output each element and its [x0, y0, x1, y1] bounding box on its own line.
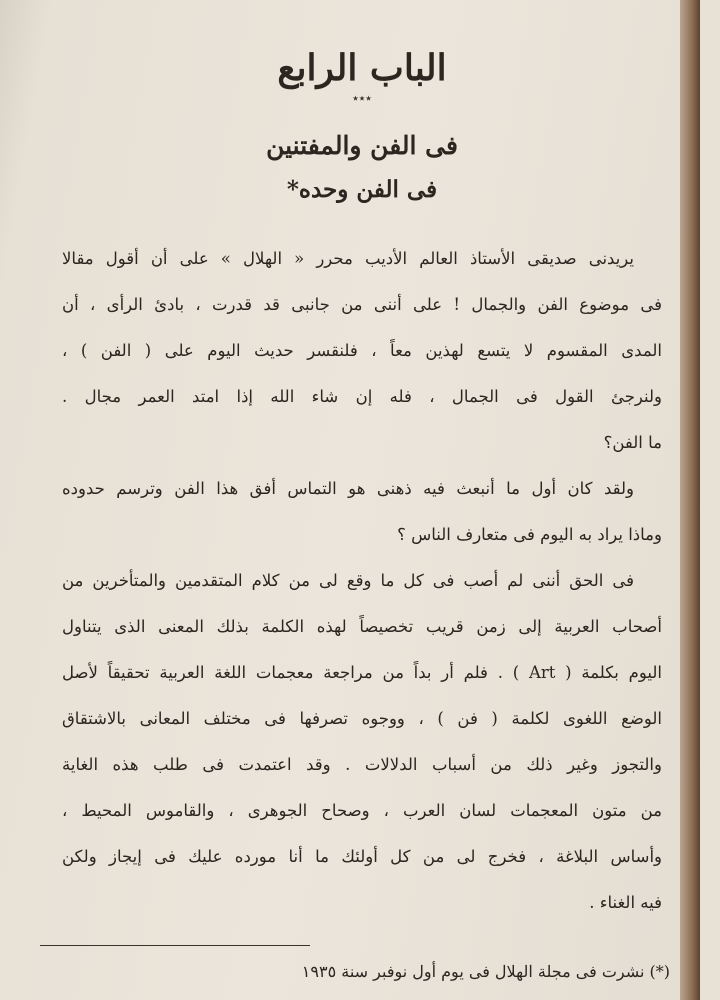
- body-line: فى موضوع الفن والجمال ! على أننى من جانبى قد قدرت ، بادئ الرأى ، أن: [62, 295, 662, 314]
- page-content: [62, 38, 662, 926]
- body-line: المدى المقسوم لا يتسع لهذين معاً ، فلنقسر حديث اليوم على ( الفن ) ،: [62, 341, 662, 360]
- subsection-title: فى الفن وحده*: [286, 176, 438, 203]
- section-title: فى الفن والمفتنين: [266, 131, 458, 160]
- page-binding-edge: [680, 0, 700, 1000]
- footnote: (*) نشرت فى مجلة الهلال فى يوم أول نوفبر سنة ١٩٣٥: [301, 962, 670, 981]
- body-line: وماذا يراد به اليوم فى متعارف الناس ؟: [397, 525, 662, 544]
- body-line: الوضع اللغوى لكلمة ( فن ) ، ووجوه تصرفها فى مختلف المعانى بالاشتقاق: [62, 709, 662, 728]
- body-line: ولقد كان أول ما أنبعث فيه ذهنى هو التماس أفق هذا الفن وترسم حدوده: [62, 479, 634, 498]
- footnote-rule: [40, 945, 310, 946]
- body-line: يريدنى صديقى الأستاذ العالم الأديب محرر « الهلال » على أن أقول مقالا: [62, 249, 634, 268]
- body-line: اليوم بكلمة ( Art ) . فلم أر بداً من مراجعة معجمات اللغة العربية تحقيقاً لأصل: [62, 663, 662, 682]
- body-line: فى الحق أننى لم أصب فى كل ما وقع لى من كلام المتقدمين والمتأخرين من: [62, 571, 634, 590]
- body-line: ما الفن؟: [603, 433, 662, 452]
- body-line: وأساس البلاغة ، فخرج لى من كل أولئك ما أنا مورده عليك فى إيجاز ولكن: [62, 847, 662, 866]
- body-line: فيه الغناء .: [589, 893, 662, 912]
- title-ornament: ٭٭٭: [352, 91, 372, 105]
- body-text: [62, 236, 662, 926]
- chapter-title: الباب الرابع: [277, 47, 447, 89]
- body-line: ولنرجئ القول فى الجمال ، فله إن شاء الله إذا امتد العمر مجال .: [62, 387, 662, 406]
- body-line: أصحاب العربية إلى زمن قريب تخصيصاً لهذه الكلمة بذلك المعنى الذى يتناول: [62, 617, 662, 636]
- body-line: من متون المعجمات لسان العرب ، وصحاح الجوهرى ، والقاموس المحيط ،: [62, 801, 662, 820]
- body-line: والتجوز وغير ذلك من أسباب الدلالات . وقد اعتمدت فى طلب هذه الغاية: [62, 755, 662, 774]
